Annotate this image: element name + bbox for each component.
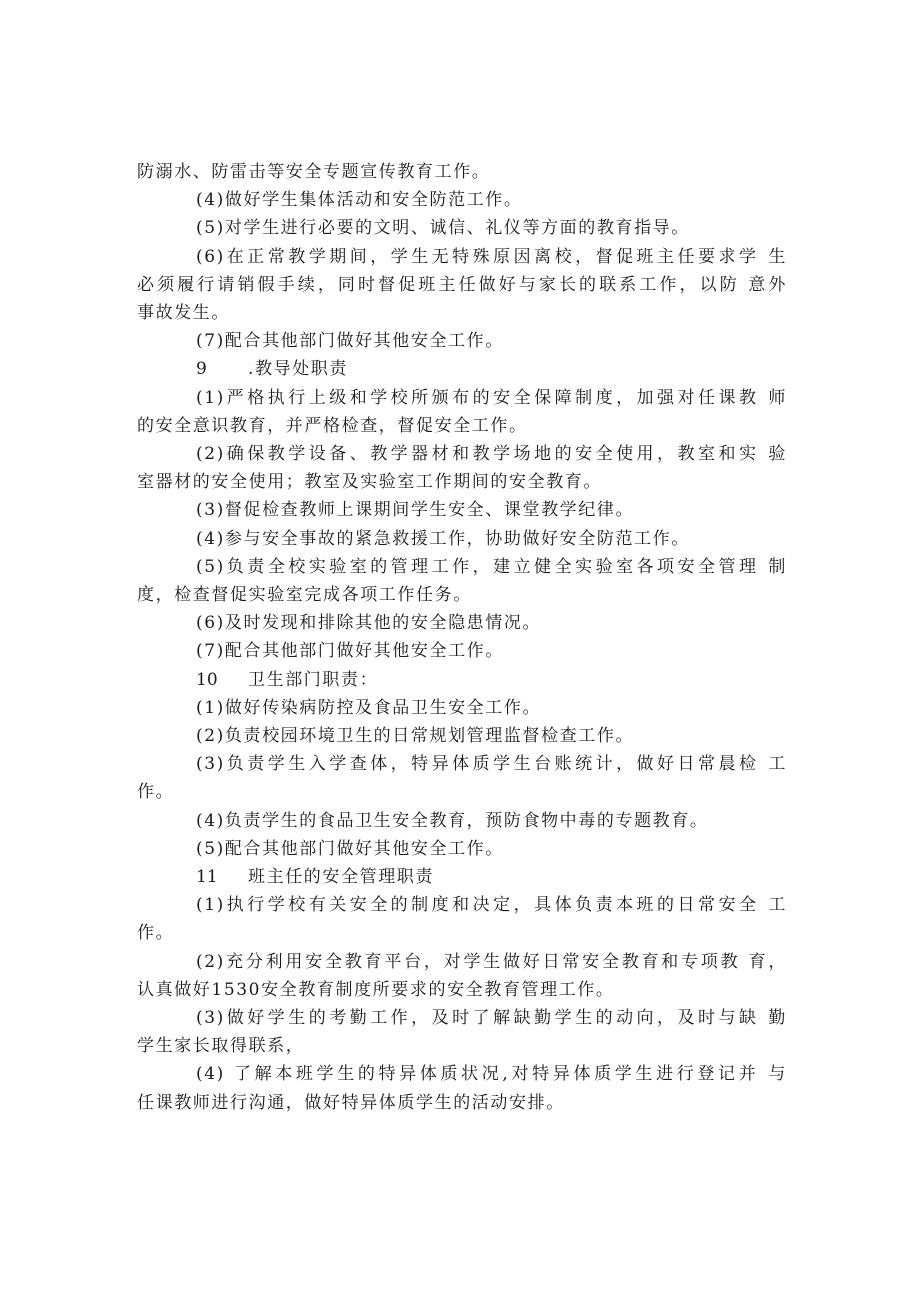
list-item: (6)及时发现和排除其他的安全隐患情况。 xyxy=(196,613,542,633)
list-item: (5)负责全校实验室的管理工作，建立健全实验室各项安全管理 制 xyxy=(196,557,787,577)
list-item: (3)负责学生入学查体，特异体质学生台账统计，做好日常晨检 工 xyxy=(196,754,787,774)
section-heading-11 xyxy=(196,863,787,891)
text-line: 室器材的安全使用；教室及实验室工作期间的安全教育。 xyxy=(137,472,602,492)
text-line: 的安全意识教育，并严格检查，督促安全工作。 xyxy=(137,416,528,436)
text-line: 防溺水、防雷击等安全专题宣传教育工作。 xyxy=(137,162,491,182)
list-item: (4)负责学生的食品卫生安全教育，预防食物中毒的专题教育。 xyxy=(196,811,709,831)
list-item: (7)配合其他部门做好其他安全工作。 xyxy=(196,331,504,351)
list-item: (7)配合其他部门做好其他安全工作。 xyxy=(196,641,504,661)
section-title: 班主任的安全管理职责 xyxy=(248,867,434,887)
section-title: .教导处职责 xyxy=(248,359,349,379)
list-item: (1)做好传染病防控及食品卫生安全工作。 xyxy=(196,698,542,718)
list-item: (2)确保教学设备、教学器材和教学场地的安全使用，教室和实 验 xyxy=(196,444,787,464)
section-number: 10 xyxy=(196,670,218,690)
section-title: 卫生部门职责： xyxy=(248,670,379,690)
list-item: (1)严格执行上级和学校所颁布的安全保障制度，加强对任课教 师 xyxy=(196,388,787,408)
text-line: 作。 xyxy=(137,782,175,802)
section-number: 9 xyxy=(196,359,207,379)
list-item: (4) 了解本班学生的特异体质状况,对特异体质学生进行登记并 与 xyxy=(196,1064,787,1084)
list-item: (5)配合其他部门做好其他安全工作。 xyxy=(196,839,504,859)
text-line: 度，检查督促实验室完成各项工作任务。 xyxy=(137,585,472,605)
list-item: (3)做好学生的考勤工作，及时了解缺勤学生的动向，及时与缺 勤 xyxy=(196,1008,787,1028)
text-line: 必须履行请销假手续，同时督促班主任做好与家长的联系工作，以防 意外 xyxy=(137,275,787,295)
text-line: 作。 xyxy=(137,923,175,943)
list-item: (4)做好学生集体活动和安全防范工作。 xyxy=(196,190,523,210)
text-line: 任课教师进行沟通，做好特异体质学生的活动安排。 xyxy=(137,1093,565,1113)
list-item: (4)参与安全事故的紧急救援工作，协助做好安全防范工作。 xyxy=(196,529,690,549)
section-heading-10 xyxy=(196,666,787,694)
list-item: (3)督促检查教师上课期间学生安全、课堂教学纪律。 xyxy=(196,500,635,520)
section-heading-9 xyxy=(196,355,787,383)
list-item: (6)在正常教学期间，学生无特殊原因离校，督促班主任要求学 生 xyxy=(196,247,787,267)
list-item: (2)充分利用安全教育平台，对学生做好日常安全教育和专项教 育， xyxy=(196,952,787,972)
list-item: (1)执行学校有关安全的制度和决定，具体负责本班的日常安全 工 xyxy=(196,895,787,915)
text-line: 学生家长取得联系， xyxy=(137,1036,305,1056)
text-line: 认真做好1530安全教育制度所要求的安全教育管理工作。 xyxy=(137,980,615,1000)
list-item: (5)对学生进行必要的文明、诚信、礼仪等方面的教育指导。 xyxy=(196,218,690,238)
section-number: 11 xyxy=(196,867,218,887)
text-line: 事故发生。 xyxy=(137,303,230,323)
list-item: (2)负责校园环境卫生的日常规划管理监督检查工作。 xyxy=(196,726,635,746)
